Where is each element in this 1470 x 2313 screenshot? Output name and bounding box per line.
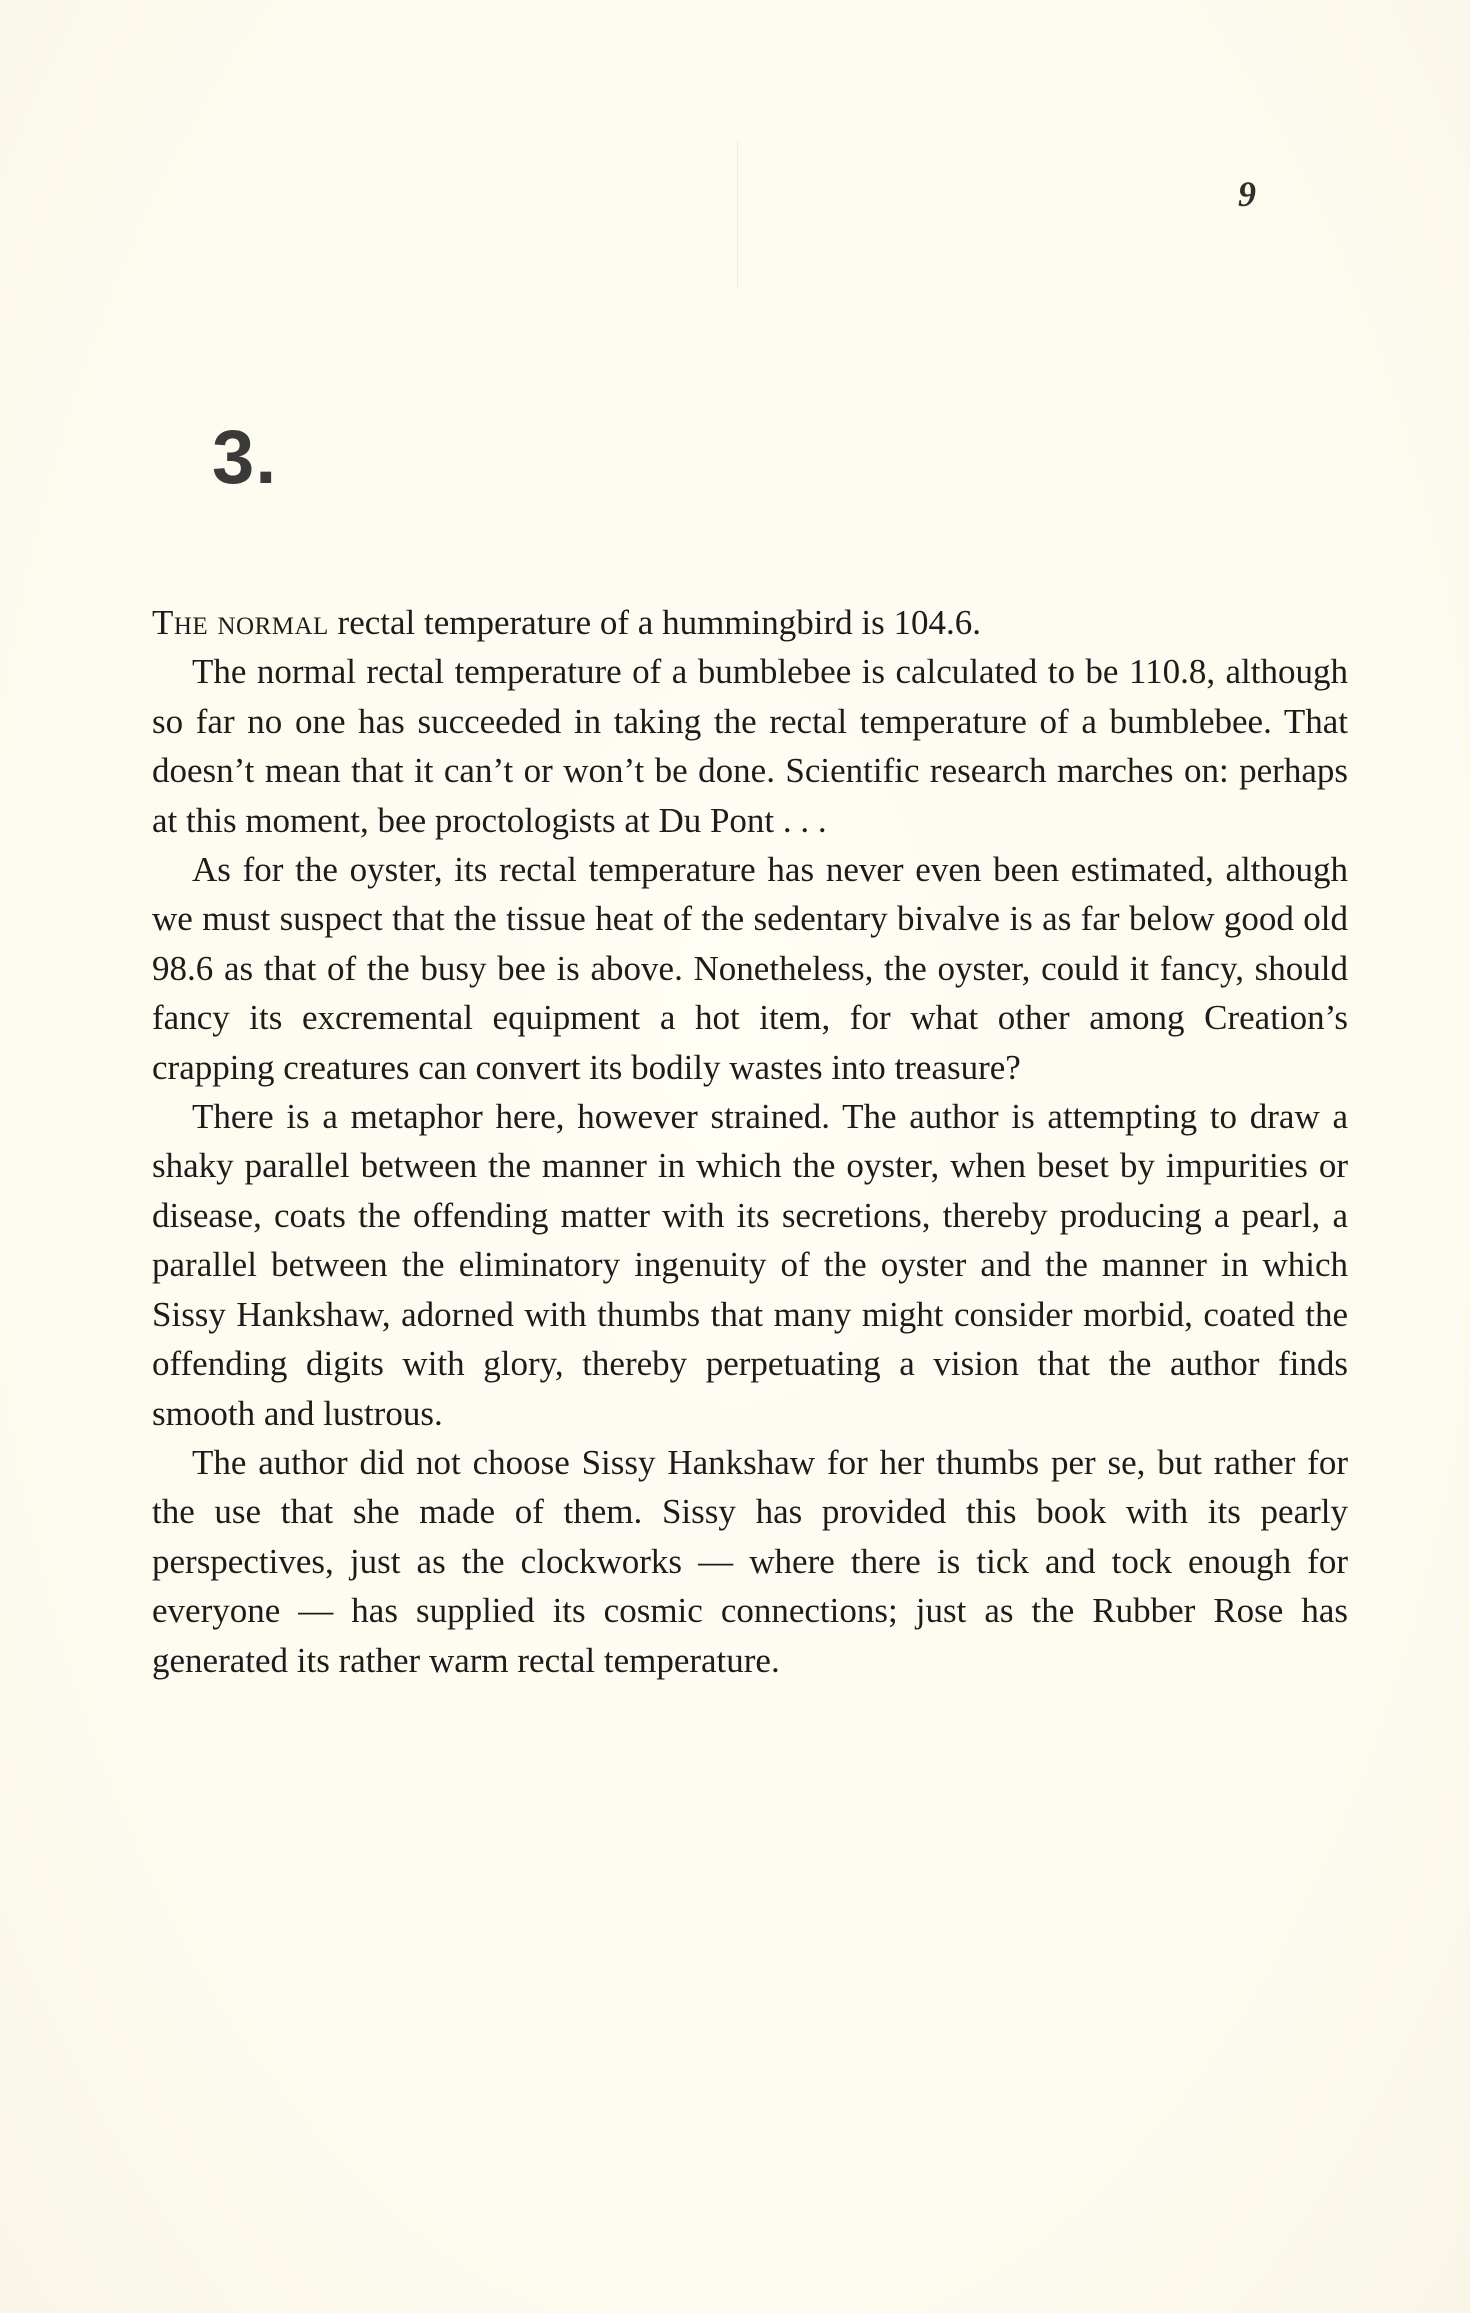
paragraph-text: rectal temperature of a hummingbird is 104.6.	[328, 603, 981, 642]
chapter-heading: 3.	[212, 415, 278, 500]
lead-in-smallcaps: The normal	[152, 603, 329, 642]
chapter-body	[152, 598, 1348, 1685]
page-crease-mark	[737, 140, 738, 290]
paragraph-2: The normal rectal temperature of a bumblebee is calculated to be 110.8, although so far no one has succeeded in taking the rectal temperature of a bumblebee. That doesn’t mean that it can’t or won’t be done. Scientific research marches on: perhaps at this moment, bee proctologists at Du Pont . . .	[152, 652, 1348, 840]
paragraph-4: There is a metaphor here, however strained. The author is attempting to draw a shaky parallel between the manner in which the oyster, when beset by impurities or disease, coats the offending matter with its secretions, thereby producing a pearl, a parallel between the eliminatory ingenuity of the oyster and the manner in which Sissy Hankshaw, adorned with thumbs that many might consider morbid, coated the offending digits with glory, thereby perpetuating a vision that the author finds smooth and lustrous.	[152, 1097, 1348, 1433]
paragraph-1	[152, 598, 1348, 647]
paragraph-5: The author did not choose Sissy Hankshaw for her thumbs per se, but rather for the use that she made of them. Sissy has provided this book with its pearly perspectives, just as the clockworks — where there is tick and tock enough for everyone — has supplied its cosmic connections; just as the Rubber Rose has generated its rather warm rectal temperature.	[152, 1442, 1348, 1680]
paragraph-3: As for the oyster, its rectal temperature has never even been estimated, although we must suspect that the tissue heat of the sedentary bivalve is as far below good old 98.6 as that of the busy bee is above. Nonetheless, the oyster, could it fancy, should fancy its excremental equipment a hot item, for what other among Creation’s crapping creatures can convert its bodily wastes into treasure?	[152, 850, 1348, 1087]
page-number: 9	[1238, 174, 1256, 214]
